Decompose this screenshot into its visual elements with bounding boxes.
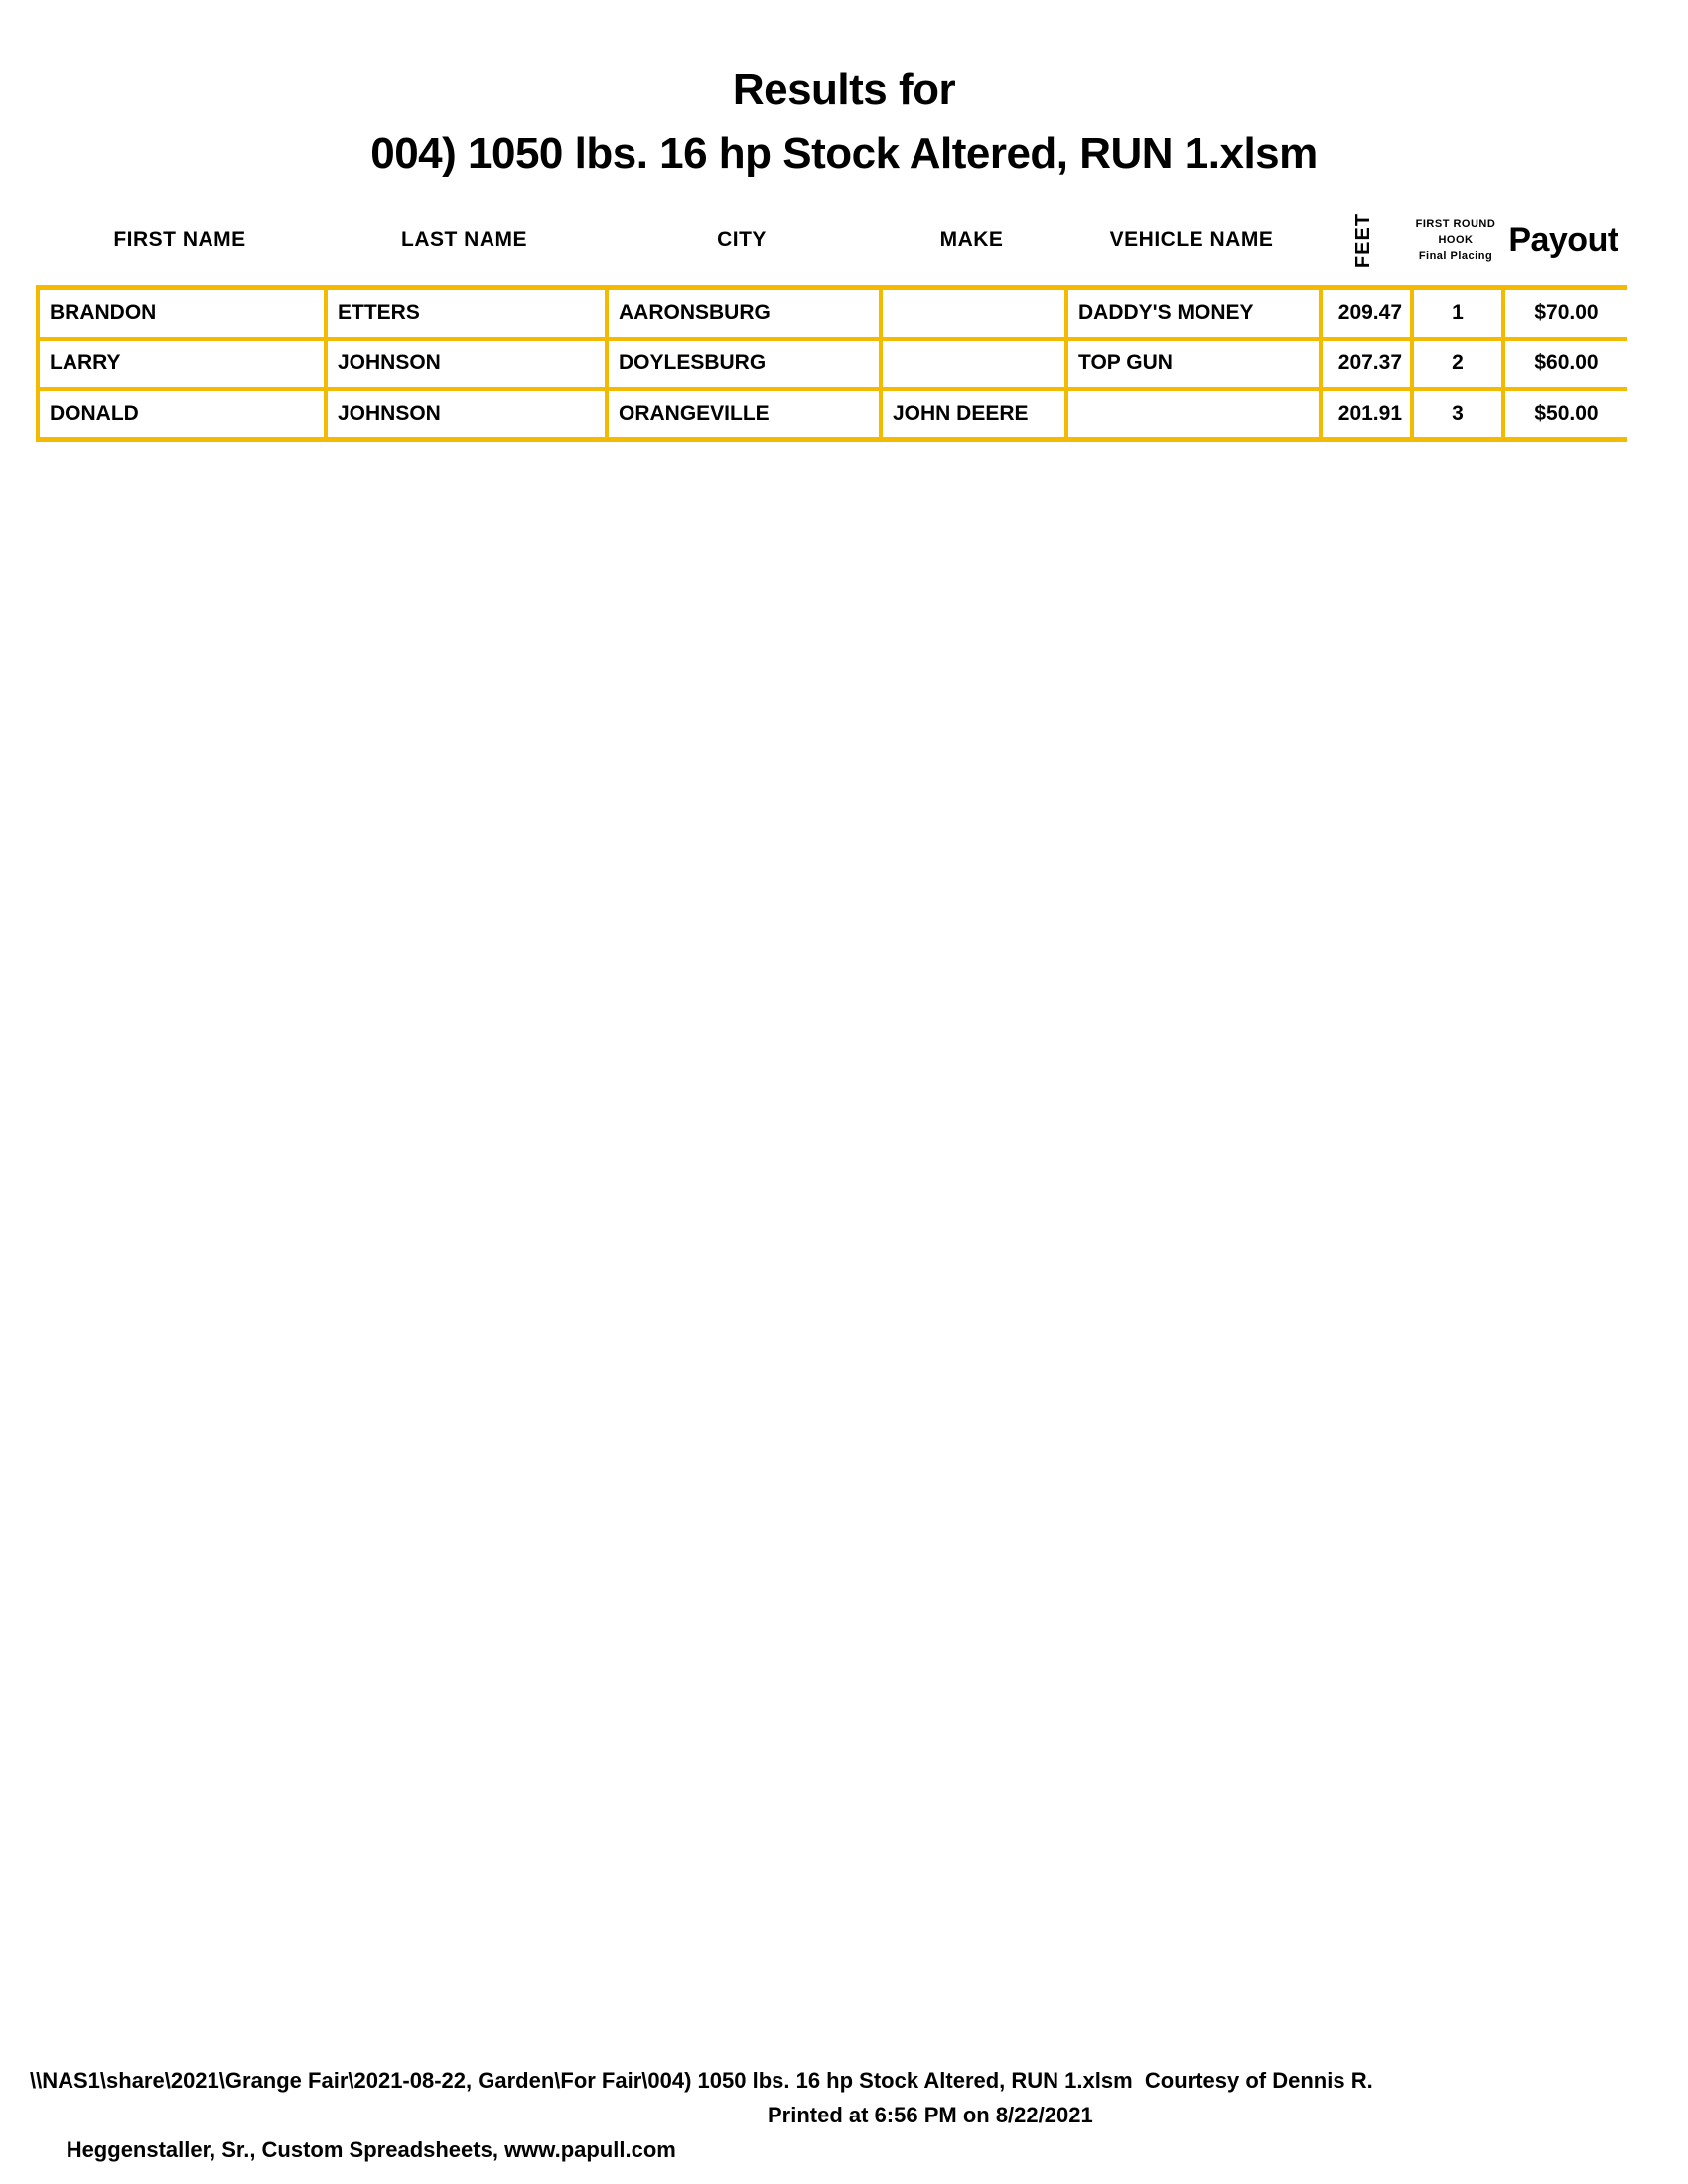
header-placing-line3: Final Placing (1418, 250, 1493, 262)
header-make: MAKE (939, 228, 1004, 251)
table-row (38, 288, 1627, 339)
cell-make (881, 288, 1066, 339)
table-header-row (36, 197, 1625, 284)
footer-second-line (30, 2098, 1668, 2184)
header-placing-line2: HOOK (1438, 234, 1474, 246)
cell-feet: 201.91 (1321, 389, 1412, 440)
table-row (38, 339, 1627, 389)
footer-printed-timestamp: Printed at 6:56 PM on 8/22/2021 (768, 2103, 1093, 2127)
cell-payout: $50.00 (1503, 389, 1627, 440)
header-first-name: FIRST NAME (113, 228, 246, 251)
cell-placing: 1 (1412, 288, 1503, 339)
cell-feet: 209.47 (1321, 288, 1412, 339)
table-row (38, 389, 1627, 440)
cell-city: ORANGEVILLE (607, 389, 881, 440)
header-final-placing (1416, 216, 1496, 264)
cell-first-name: DONALD (38, 389, 326, 440)
cell-payout: $70.00 (1503, 288, 1627, 339)
cell-placing: 2 (1412, 339, 1503, 389)
page-footer (30, 2063, 1668, 2184)
header-placing-line1: FIRST ROUND (1415, 218, 1496, 230)
cell-placing: 3 (1412, 389, 1503, 440)
cell-make: JOHN DEERE (881, 389, 1066, 440)
header-feet-label: FEET (1352, 212, 1375, 269)
cell-feet: 207.37 (1321, 339, 1412, 389)
cell-vehicle-name: DADDY'S MONEY (1066, 288, 1321, 339)
header-last-name: LAST NAME (401, 228, 527, 251)
cell-vehicle-name: TOP GUN (1066, 339, 1321, 389)
header-payout: Payout (1508, 220, 1618, 259)
cell-first-name: LARRY (38, 339, 326, 389)
cell-first-name: BRANDON (38, 288, 326, 339)
cell-vehicle-name (1066, 389, 1321, 440)
page-title-line2: 004) 1050 lbs. 16 hp Stock Altered, RUN 1.xlsm (370, 129, 1318, 178)
cell-city: DOYLESBURG (607, 339, 881, 389)
cell-last-name: JOHNSON (326, 389, 607, 440)
cell-last-name: ETTERS (326, 288, 607, 339)
footer-file-path: \\NAS1\share\2021\Grange Fair\2021-08-22, Garden\For Fair\004) 1050 lbs. 16 hp Stock Altered, RUN 1.xlsm Courtesy of Dennis R. (30, 2068, 1373, 2093)
results-table (36, 285, 1627, 442)
header-vehicle-name: VEHICLE NAME (1109, 228, 1274, 251)
cell-city: AARONSBURG (607, 288, 881, 339)
cell-payout: $60.00 (1503, 339, 1627, 389)
cell-make (881, 339, 1066, 389)
page-title-line1: Results for (732, 66, 956, 114)
header-city: CITY (717, 228, 767, 251)
cell-last-name: JOHNSON (326, 339, 607, 389)
footer-credit: Heggenstaller, Sr., Custom Spreadsheets, www.papull.com (66, 2137, 676, 2162)
header-feet-rotated (1336, 212, 1391, 269)
